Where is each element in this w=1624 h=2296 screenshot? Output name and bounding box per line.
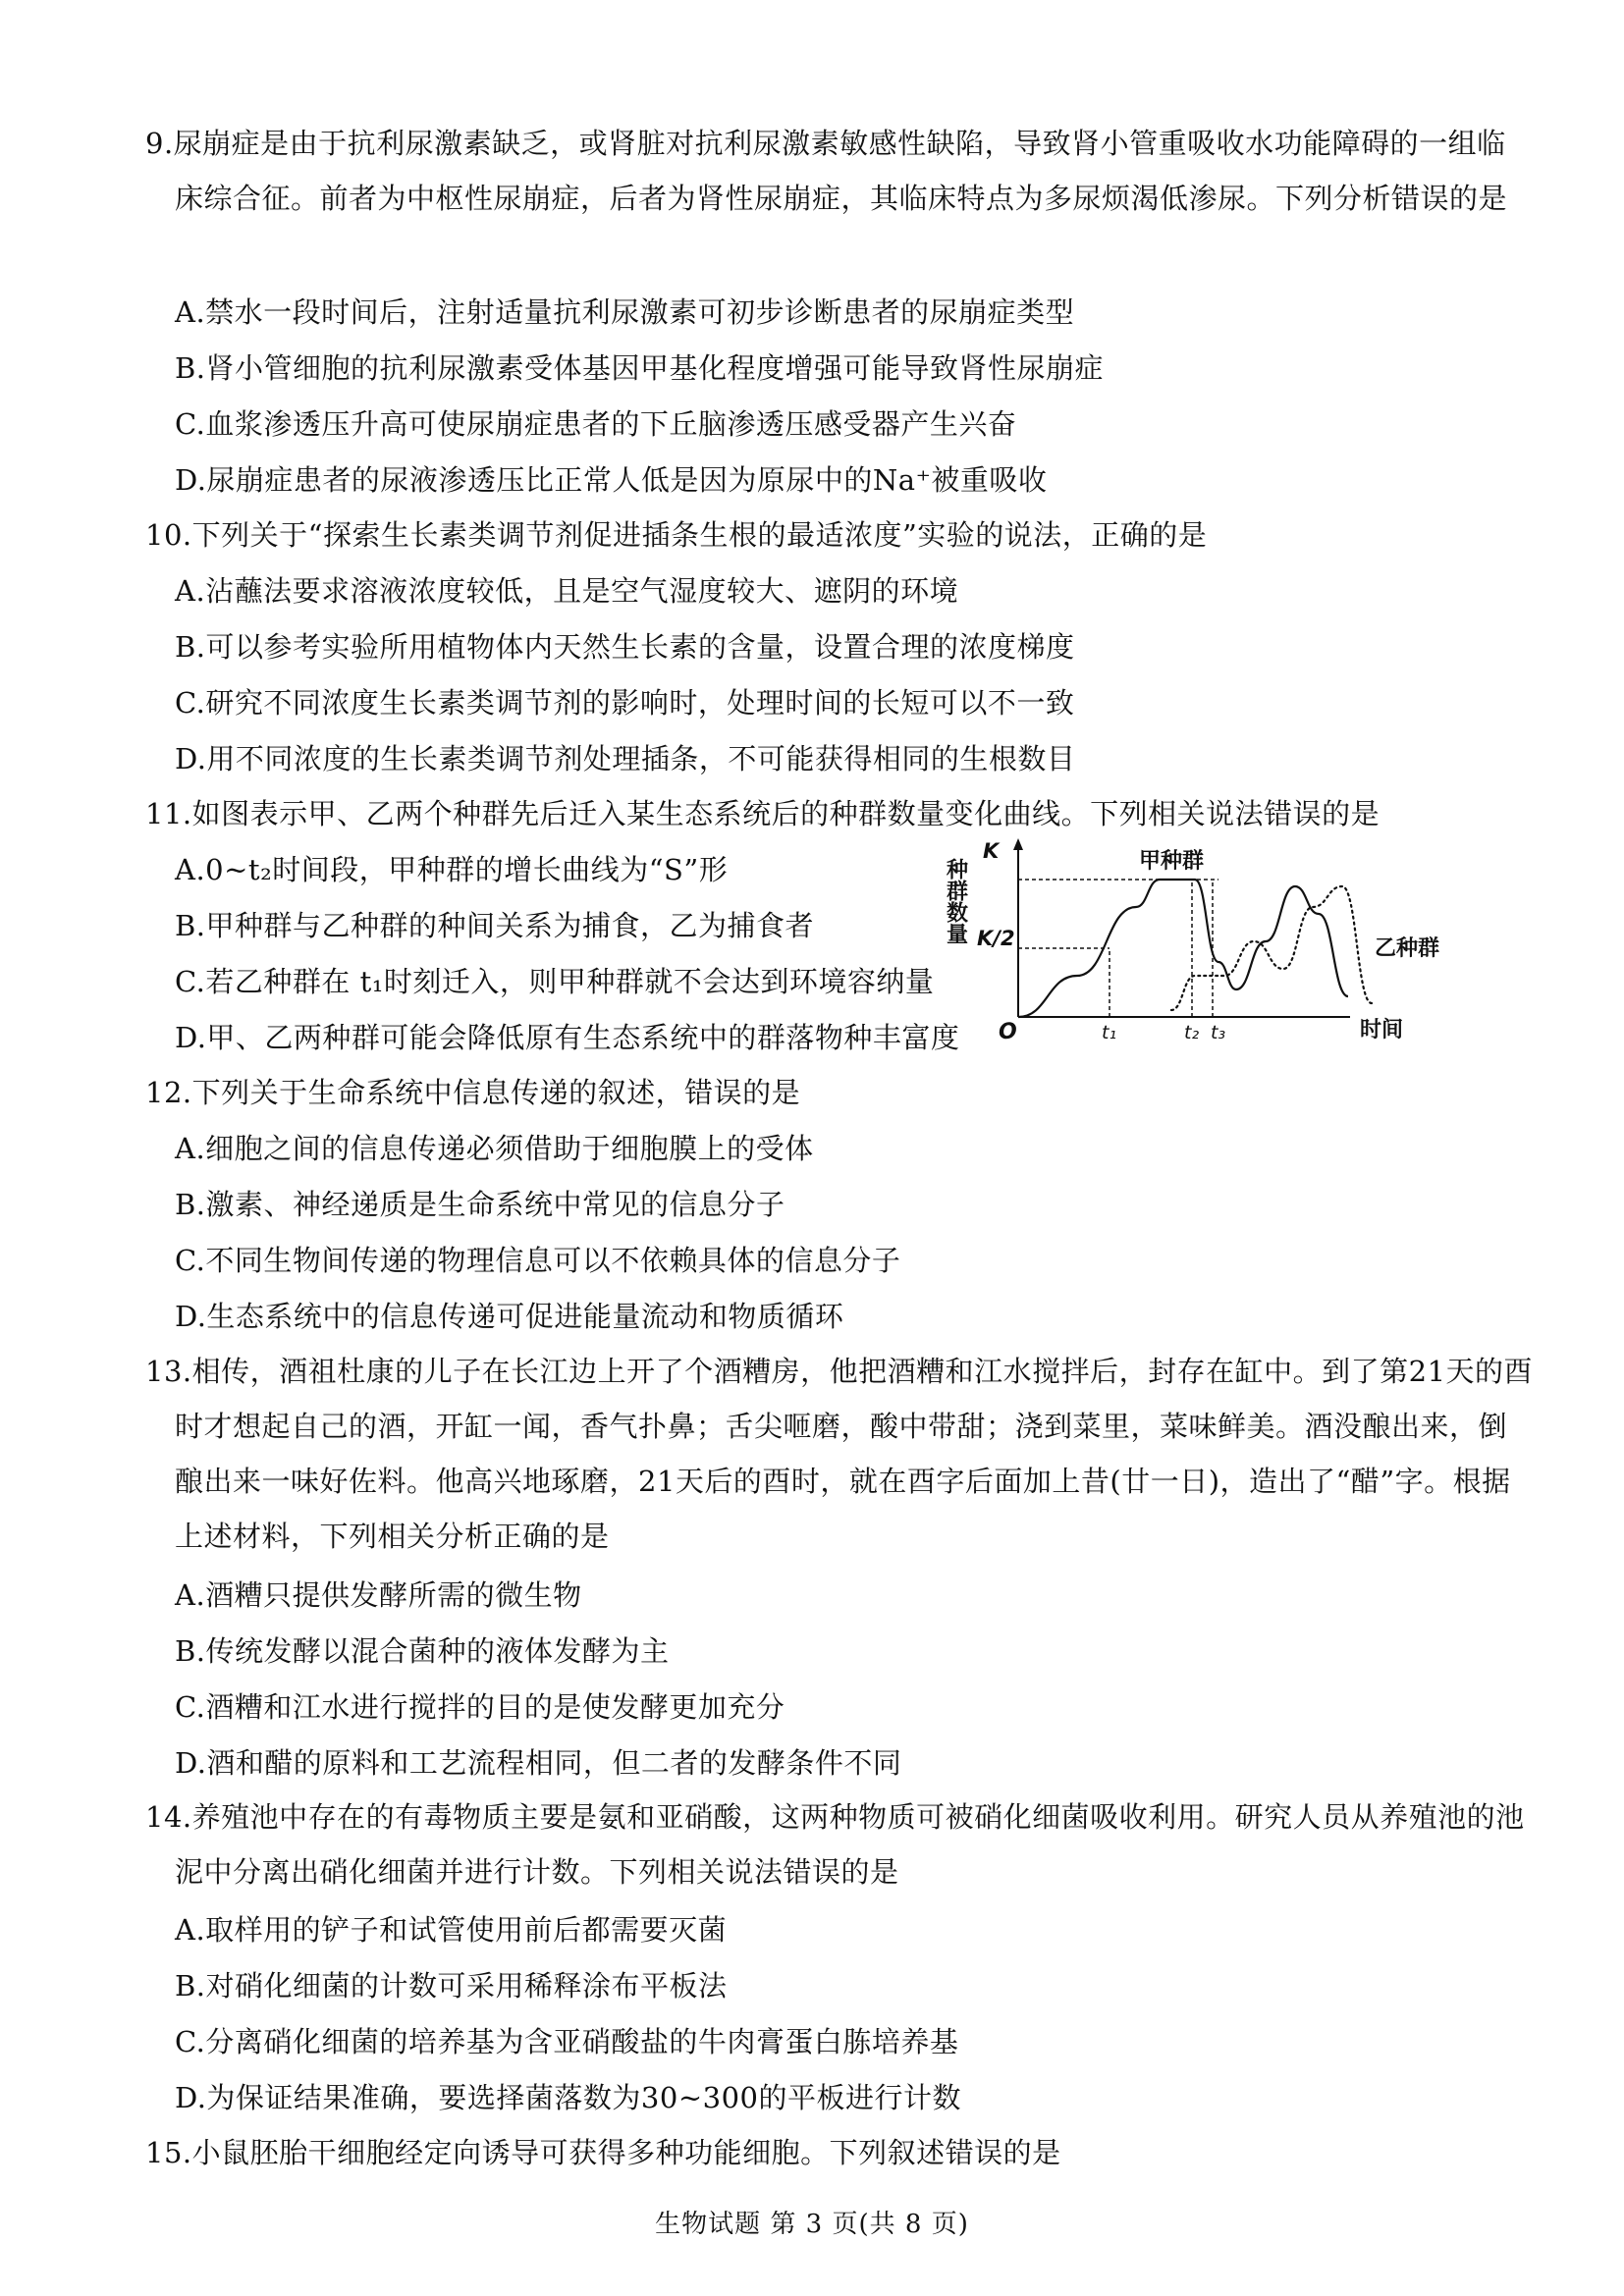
question-11-option-d: D.甲、乙两种群可能会降低原有生态系统中的群落物种丰富度	[175, 1021, 960, 1054]
question-13-option-b: B.传统发酵以混合菌种的液体发酵为主	[175, 1634, 670, 1668]
population-chart	[938, 830, 1453, 1051]
question-9-option-b: B.肾小管细胞的抗利尿激素受体基因甲基化程度增强可能导致肾性尿崩症	[175, 351, 1105, 385]
question-13-option-c: C.酒糟和江水进行搅拌的目的是使发酵更加充分	[175, 1690, 785, 1724]
question-11-option-a: A.0~t₂时间段，甲种群的增长曲线为“S”形	[175, 853, 729, 886]
question-9-stem: 9.尿崩症是由于抗利尿激素缺乏，或肾脏对抗利尿激素敏感性缺陷，导致肾小管重吸收水功能障碍的一组临床综合征。前者为中枢性尿崩症，后者为肾性尿崩症，其临床特点为多尿烦渴低渗尿。下列分析错误的是	[145, 127, 1508, 215]
page-footer: 生物试题 第 3 页(共 8 页)	[655, 2210, 969, 2239]
question-9-option-d: D.尿崩症患者的尿液渗透压比正常人低是因为原尿中的Na⁺被重吸收	[175, 463, 1048, 497]
question-11-option-c: C.若乙种群在 t₁时刻迁入，则甲种群就不会达到环境容纳量	[175, 965, 935, 998]
y-axis-arrow	[1013, 838, 1023, 850]
origin-label: O	[999, 1020, 1017, 1044]
x-tick-t2: t₂	[1184, 1022, 1200, 1043]
question-10-stem: 10.下列关于“探索生长素类调节剂促进插条生根的最适浓度”实验的说法，正确的是	[145, 518, 1208, 552]
series-label-yi: 乙种群	[1375, 936, 1440, 961]
question-9-option-a: A.禁水一段时间后，注射适量抗利尿激素可初步诊断患者的尿崩症类型	[175, 295, 1075, 329]
question-10-option-a: A.沾蘸法要求溶液浓度较低，且是空气湿度较大、遮阴的环境	[175, 574, 959, 608]
question-13-option-d: D.酒和醋的原料和工艺流程相同，但二者的发酵条件不同	[175, 1746, 902, 1780]
series-label-jia: 甲种群	[1139, 849, 1205, 874]
question-10-option-c: C.研究不同浓度生长素类调节剂的影响时，处理时间的长短可以不一致	[175, 686, 1075, 720]
question-13-stem: 13.相传，酒祖杜康的儿子在长江边上开了个酒糟房，他把酒糟和江水搅拌后，封存在缸中。到了第21天的酉时才想起自己的酒，开缸一闻，香气扑鼻；舌尖咂磨，酸中带甜；浇到菜里，菜味鲜美。酒没酿出来，倒酿出来一味好佐料。他高兴地琢磨，21天后的酉时，就在酉字后面加上昔(廿一日)，造出了“醋”字。根据上述材料，下列相关分析正确的是	[145, 1355, 1534, 1553]
question-10-option-b: B.可以参考实验所用植物体内天然生长素的含量，设置合理的浓度梯度	[175, 630, 1075, 664]
question-13-option-a: A.酒糟只提供发酵所需的微生物	[175, 1578, 582, 1612]
question-12-option-d: D.生态系统中的信息传递可促进能量流动和物质循环	[175, 1300, 844, 1333]
y-tick-k-half: K/2	[977, 927, 1015, 950]
question-9-option-c: C.血浆渗透压升高可使尿崩症患者的下丘脑渗透压感受器产生兴奋	[175, 407, 1017, 441]
question-11-option-b: B.甲种群与乙种群的种间关系为捕食，乙为捕食者	[175, 909, 815, 942]
x-axis-label: 时间	[1360, 1018, 1404, 1042]
question-12-option-b: B.激素、神经递质是生命系统中常见的信息分子	[175, 1188, 785, 1221]
question-12-option-a: A.细胞之间的信息传递必须借助于细胞膜上的受体	[175, 1132, 814, 1165]
question-14-option-b: B.对硝化细菌的计数可采用稀释涂布平板法	[175, 1969, 728, 2002]
question-14-stem: 14.养殖池中存在的有毒物质主要是氨和亚硝酸，这两种物质可被硝化细菌吸收利用。研究人员从养殖池的池泥中分离出硝化细菌并进行计数。下列相关说法错误的是	[145, 1800, 1525, 1889]
x-tick-t1: t₁	[1102, 1022, 1117, 1043]
question-14-option-d: D.为保证结果准确，要选择菌落数为30~300的平板进行计数	[175, 2081, 961, 2114]
y-tick-k: K	[983, 839, 1000, 863]
question-10-option-d: D.用不同浓度的生长素类调节剂处理插条，不可能获得相同的生根数目	[175, 742, 1076, 775]
question-14-option-a: A.取样用的铲子和试管使用前后都需要灭菌	[175, 1913, 728, 1947]
question-12-option-c: C.不同生物间传递的物理信息可以不依赖具体的信息分子	[175, 1244, 901, 1277]
y-axis-label: 种群数量	[943, 858, 968, 944]
question-12-stem: 12.下列关于生命系统中信息传递的叙述，错误的是	[145, 1076, 801, 1109]
question-14-option-c: C.分离硝化细菌的培养基为含亚硝酸盐的牛肉膏蛋白胨培养基	[175, 2025, 959, 2058]
question-11-stem: 11.如图表示甲、乙两个种群先后迁入某生态系统后的种群数量变化曲线。下列相关说法错误的是	[145, 797, 1380, 830]
x-tick-t3: t₃	[1211, 1022, 1226, 1043]
question-15-stem: 15.小鼠胚胎干细胞经定向诱导可获得多种功能细胞。下列叙述错误的是	[145, 2136, 1061, 2169]
